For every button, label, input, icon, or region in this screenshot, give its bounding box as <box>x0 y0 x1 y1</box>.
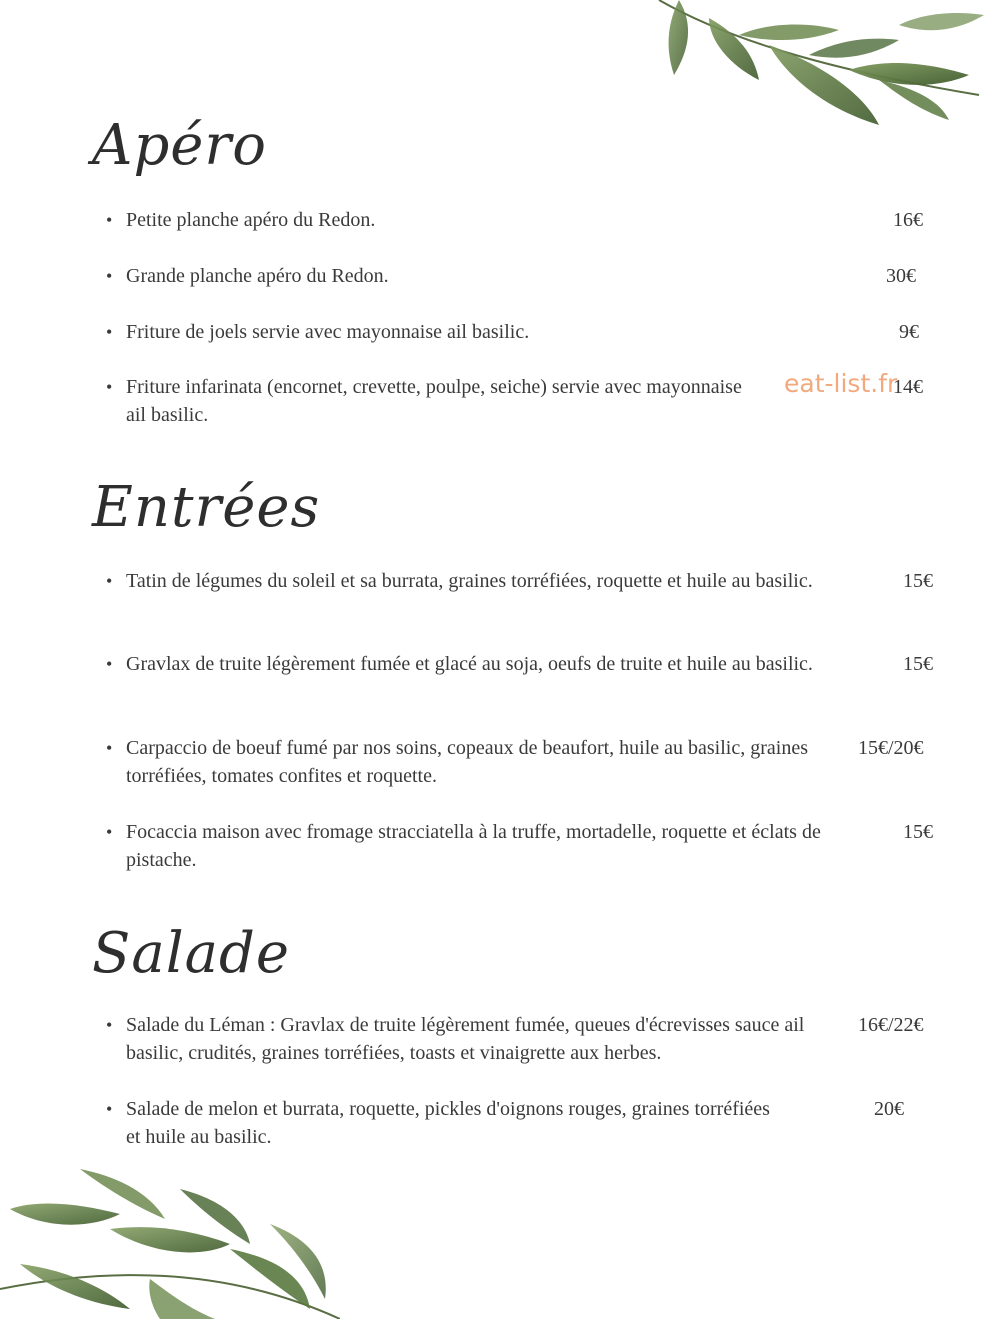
item-description: Gravlax de truite légèrement fumée et glacé au soja, oeufs de truite et huile au basilic. <box>126 653 813 675</box>
item-description: Grande planche apéro du Redon. <box>126 265 389 287</box>
item-description: Carpaccio de boeuf fumé par nos soins, copeaux de beaufort, huile au basilic, graines torréfiées, tomates confites et roquette. <box>126 737 808 787</box>
item-price: 15€ <box>903 570 933 592</box>
bullet: • <box>106 571 113 591</box>
bullet: • <box>106 210 113 230</box>
olive-branch-bottom-illustration <box>0 1169 340 1319</box>
bullet: • <box>106 654 113 674</box>
section-title-apero: Apéro <box>92 113 267 178</box>
item-price: 14€ <box>893 376 923 398</box>
item-price: 15€/20€ <box>858 737 924 759</box>
bullet: • <box>106 377 113 397</box>
item-description: Petite planche apéro du Redon. <box>126 209 376 231</box>
item-description: Salade de melon et burrata, roquette, pickles d'oignons rouges, graines torréfiées et huile au basilic. <box>126 1098 770 1148</box>
item-price: 16€/22€ <box>858 1014 924 1036</box>
item-description: Friture de joels servie avec mayonnaise ail basilic. <box>126 321 530 343</box>
bullet: • <box>106 822 113 842</box>
item-description: Salade du Léman : Gravlax de truite légèrement fumée, queues d'écrevisses sauce ail basilic, crudités, graines torréfiées, toasts et vinaigrette aux herbes. <box>126 1014 805 1064</box>
bullet: • <box>106 322 113 342</box>
section-title-salade: Salade <box>92 921 291 986</box>
item-price: 15€ <box>903 821 933 843</box>
olive-branch-top-illustration <box>649 0 989 140</box>
item-price: 9€ <box>899 321 919 343</box>
bullet: • <box>106 266 113 286</box>
item-description: Focaccia maison avec fromage stracciatella à la truffe, mortadelle, roquette et éclats de pistache. <box>126 821 821 871</box>
item-description: Tatin de légumes du soleil et sa burrata, graines torréfiées, roquette et huile au basilic. <box>126 570 813 592</box>
section-title-entrees: Entrées <box>92 475 321 540</box>
item-price: 16€ <box>893 209 923 231</box>
item-price: 30€ <box>886 265 916 287</box>
watermark-text: eat-list.fr <box>784 369 898 398</box>
item-price: 20€ <box>874 1098 904 1120</box>
bullet: • <box>106 738 113 758</box>
item-description: Friture infarinata (encornet, crevette, poulpe, seiche) servie avec mayonnaise ail basilic. <box>126 376 742 426</box>
item-price: 15€ <box>903 653 933 675</box>
bullet: • <box>106 1015 113 1035</box>
bullet: • <box>106 1099 113 1119</box>
